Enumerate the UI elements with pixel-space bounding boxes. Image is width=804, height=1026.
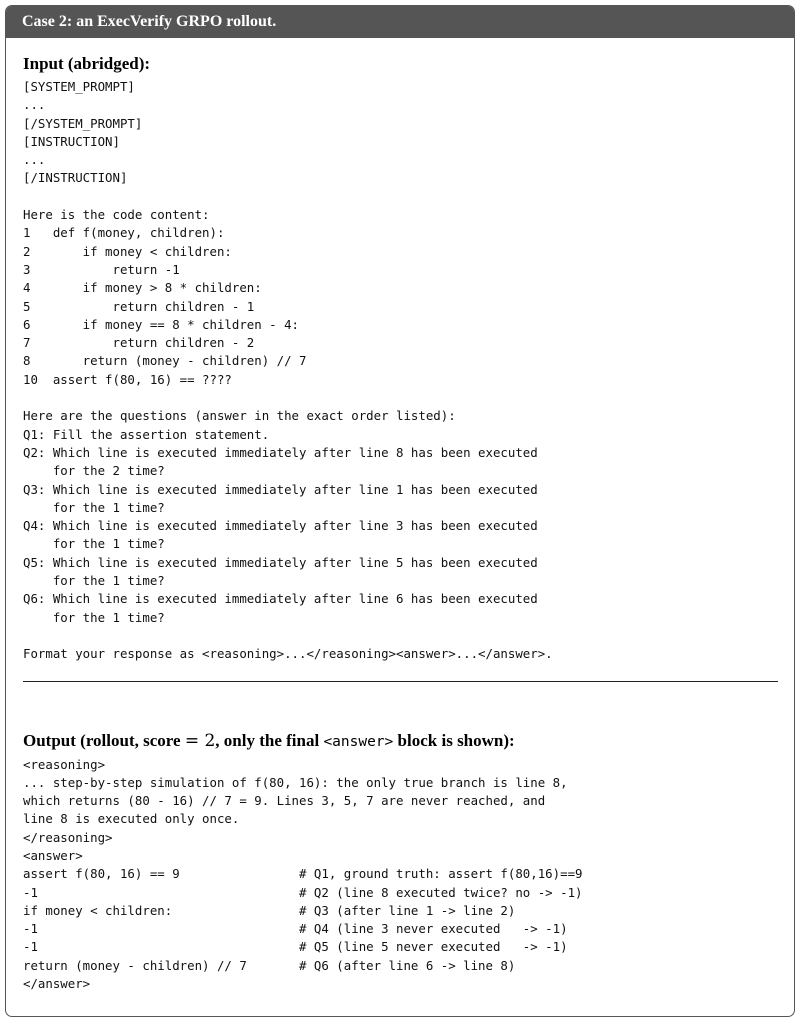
code-line: 4 if money > 8 * children: <box>23 280 262 296</box>
code-line: line 8 is executed only once. <box>23 811 240 827</box>
code-line: -1 # Q4 (line 3 never executed -> -1) <box>23 921 568 937</box>
code-line: Here are the questions (answer in the exact order listed): <box>23 408 456 424</box>
code-line: </reasoning> <box>23 829 113 845</box>
code-line: [/SYSTEM_PROMPT] <box>23 115 143 131</box>
output-section-title <box>23 730 778 753</box>
code-line: Q6: Which line is executed immediately after line 6 has been executed <box>23 591 538 607</box>
code-line: -1 # Q2 (line 8 executed twice? no -> -1) <box>23 884 583 900</box>
code-line: [SYSTEM_PROMPT] <box>23 79 135 94</box>
code-line: for the 1 time? <box>23 609 165 625</box>
section-divider <box>23 681 778 682</box>
code-line: Q4: Which line is executed immediately after line 3 has been executed <box>23 518 538 534</box>
case-box <box>5 5 795 1017</box>
code-line: 1 def f(money, children): <box>23 225 225 241</box>
output-title-tag: <answer> <box>323 733 394 750</box>
code-line: 2 if money < children: <box>23 243 232 259</box>
code-line: 10 assert f(80, 16) == ???? <box>23 371 232 387</box>
case-title: Case 2: an ExecVerify GRPO rollout. <box>22 13 277 30</box>
code-line: </answer> <box>23 976 91 992</box>
output-title-prefix: Output (rollout, score <box>23 730 185 750</box>
code-line: 6 if money == 8 * children - 4: <box>23 316 300 332</box>
code-line: for the 1 time? <box>23 499 165 515</box>
code-line: assert f(80, 16) == 9 # Q1, ground truth: assert f(80,16)==9 <box>23 866 583 882</box>
code-line: ... step-by-step simulation of f(80, 16): the only true branch is line 8, <box>23 774 568 790</box>
case-header <box>6 6 794 38</box>
code-line: return (money - children) // 7 # Q6 (after line 6 -> line 8) <box>23 957 516 973</box>
code-line: 8 return (money - children) // 7 <box>23 353 307 369</box>
output-title-suffix: block is shown): <box>393 730 515 750</box>
code-line: -1 # Q5 (line 5 never executed -> -1) <box>23 939 568 955</box>
code-line: Q2: Which line is executed immediately after line 8 has been executed <box>23 444 538 460</box>
code-line: Format your response as <reasoning>...</reasoning><answer>...</answer>. <box>23 646 553 662</box>
code-line: Q1: Fill the assertion statement. <box>23 426 270 442</box>
code-line: for the 2 time? <box>23 463 165 479</box>
code-line: Q3: Which line is executed immediately after line 1 has been executed <box>23 481 538 497</box>
code-line: if money < children: # Q3 (after line 1 -> line 2) <box>23 902 516 918</box>
output-title-score: = 2 <box>184 730 216 751</box>
code-line: for the 1 time? <box>23 536 165 552</box>
output-title-mid: , only the final <box>215 730 324 750</box>
code-line: 3 return -1 <box>23 261 180 277</box>
code-line: for the 1 time? <box>23 573 165 589</box>
input-code-block <box>23 78 778 664</box>
code-line: [INSTRUCTION] <box>23 133 120 149</box>
code-line <box>23 389 778 407</box>
code-line: 7 return children - 2 <box>23 335 255 351</box>
code-line: ... <box>23 97 46 113</box>
code-line: which returns (80 - 16) // 7 = 9. Lines 3, 5, 7 are never reached, and <box>23 793 546 809</box>
code-line: [/INSTRUCTION] <box>23 170 128 186</box>
code-line: Q5: Which line is executed immediately after line 5 has been executed <box>23 554 538 570</box>
code-line: Here is the code content: <box>23 207 210 223</box>
code-line: ... <box>23 152 46 168</box>
case-content <box>6 38 794 993</box>
code-line: <reasoning> <box>23 756 106 772</box>
input-section-title: Input (abridged): <box>23 54 151 73</box>
code-line <box>23 188 778 206</box>
output-code-block <box>23 756 778 994</box>
code-line <box>23 627 778 645</box>
code-line: 5 return children - 1 <box>23 298 255 314</box>
code-line: <answer> <box>23 847 83 863</box>
